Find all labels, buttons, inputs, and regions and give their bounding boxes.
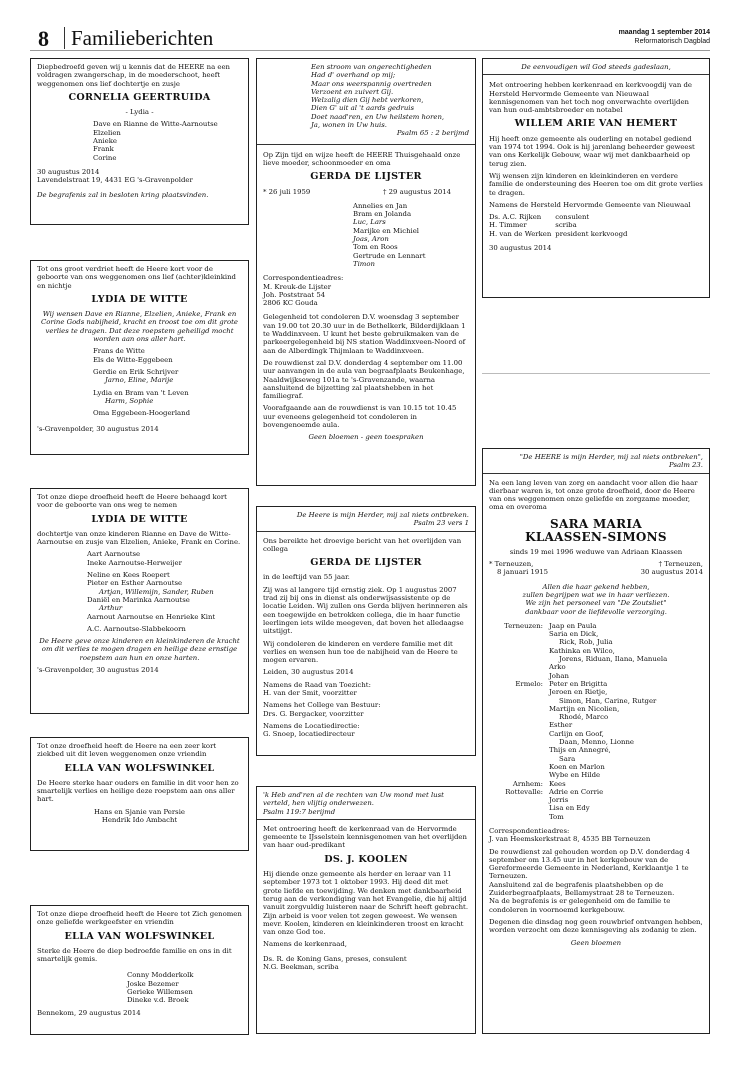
family-row <box>489 663 671 671</box>
page-header <box>30 28 710 51</box>
family-member: Kees <box>549 779 566 788</box>
notice-paragraph: Voorafgaande aan de rouwdienst is van 10.15 tot 10.45 uur eveneens gelegenheid tot condoleren in bovengenoemde aula. <box>263 404 457 429</box>
signer: G. Snoep, locatiedirecteur <box>263 730 355 739</box>
notice-lydia-de-witte-1 <box>30 260 249 455</box>
family-member: Peter en Brigitta <box>549 679 608 688</box>
signer: Ds. R. de Koning Gans, preses, consulent <box>263 954 407 963</box>
family-member: Aart Aarnoutse <box>87 550 141 559</box>
signer: H. Timmer <box>489 221 527 230</box>
family-member: Tom <box>549 812 564 821</box>
death-place: † Terneuzen, <box>658 560 703 569</box>
deceased-name: ELLA VAN WOLFSWINKEL <box>64 762 215 774</box>
family-row <box>489 796 671 804</box>
family-row <box>489 672 671 680</box>
family-row <box>489 647 671 655</box>
deceased-name: LYDIA DE WITTE <box>91 513 188 525</box>
notice-text: dochtertje van onze kinderen Rianne en Dave de Witte-Aarnoutse en zusje van Elzelien, Anieke, Frank en Corine. <box>37 529 241 547</box>
header-date-block <box>619 28 710 46</box>
family-place: Terneuzen: <box>504 621 543 630</box>
correspondence-label: Correspondentieadres: <box>263 274 344 283</box>
notice-note: Geen bloemen <box>570 938 622 947</box>
poem-line: Een stroom van ongerechtigheden <box>311 63 432 71</box>
family-children: Joas, Aron <box>353 235 389 244</box>
birth-date: * 26 juli 1959 <box>263 187 311 196</box>
notice-place-date: Leiden, 30 augustus 2014 <box>263 668 354 677</box>
family-member: Pieter en Esther Aarnoutse <box>87 579 183 588</box>
notice-address: Lavendelstraat 19, 4431 EG 's-Gravenpolder <box>37 176 193 185</box>
family-member: Frans de Witte <box>93 347 145 356</box>
signer-role: scriba <box>555 221 577 230</box>
family-place: Arnhem: <box>512 779 543 788</box>
family-row <box>489 746 671 754</box>
family-row <box>489 738 671 746</box>
deceased-name: CORNELIA GEERTRUIDA <box>68 91 211 103</box>
family-row <box>489 655 671 663</box>
quote-reference: Psalm 119:7 berijmd <box>263 807 336 816</box>
poem-line: Doet naad'ren, en Uw heilstem horen, <box>311 112 445 121</box>
family-member: Annelies en Jan <box>353 201 408 210</box>
poem-line: Maar ons weerspannig overtreden <box>311 79 432 88</box>
notice-ella-van-wolfswinkel-2 <box>30 905 249 1035</box>
family-place <box>489 721 549 729</box>
notice-paragraph: De rouwdienst zal D.V. donderdag 4 september om 11.00 uur aanvangen in de aula van begraafplaats Beukenhage, Naaldwijkseweg 101a te 's-Gravenzande, waarna aansluitend de bijzetting zal plaatshebben in het familiegraf. <box>263 358 465 401</box>
family-list <box>93 120 242 161</box>
family-member: Jeroen en Rietje, <box>549 688 608 697</box>
signer-table <box>489 213 631 238</box>
family-place <box>489 730 549 738</box>
notice-ella-van-wolfswinkel-1 <box>30 737 249 851</box>
family-place <box>489 713 549 721</box>
notice-text: Sterke de Heere de diep bedroefde familie en ons in dit smartelijk gemis. <box>37 946 232 964</box>
family-member: Rhodé, Marco <box>559 713 609 722</box>
notice-paragraph: De rouwdienst zal gehouden worden op D.V. donderdag 4 september om 13.45 uur in het kerkgebouw van de Gereformeerde Gemeente in Nederland, Kerklaantje 1 te Terneuzen. <box>489 847 691 881</box>
deceased-nickname: - Lydia - <box>125 108 154 117</box>
family-row <box>489 771 671 779</box>
family-place <box>489 697 549 705</box>
quote: De eenvoudigen wil God steeds gadeslaan, <box>521 63 671 71</box>
poem-reference: Psalm 65 : 2 berijmd <box>396 129 469 138</box>
family-place: Rottevalle: <box>505 787 543 796</box>
family-row <box>489 638 671 646</box>
correspondence-label: Correspondentieadres: <box>489 826 570 835</box>
notice-paragraph: Met ontroering hebben kerkenraad en kerkvoogdij van de Hersteld Hervormde Gemeente van Nieuwaal kennisgenomen van het toch nog onverwachte overlijden van hun oud-ambtsbroeder en notabel <box>489 81 692 115</box>
quote: De Heere is mijn Herder, mij zal niets ontbreken. <box>296 511 469 519</box>
family-row <box>489 622 671 630</box>
death-date: 30 augustus 2014 <box>640 568 703 577</box>
family-place <box>489 655 549 663</box>
family-row <box>489 713 671 721</box>
poem-line: Had d' overhand op mij; <box>311 71 396 80</box>
family-place <box>489 804 549 812</box>
notice-paragraph: Namens de Hersteld Hervormde Gemeente van Nieuwaal <box>489 200 691 209</box>
family-place <box>489 746 549 754</box>
notice-intro: Tot ons groot verdriet heeft de Heere kort voor de geboorte van ons weggenomen ons lief (achter)kleinkind en nichtje <box>37 265 236 290</box>
family-row <box>489 721 671 729</box>
notice-italic: Wij wensen Dave en Rianne, Elzelien, Anieke, Frank en Corine Gods nabijheid, kracht en troost toe om dit grote verlies te dragen. Dat deze roepstem geheiligd mocht worden aan ons aller hart. <box>41 310 238 344</box>
poem-line: Ja, wonen in Uw huis. <box>311 121 387 130</box>
family-row <box>489 697 671 705</box>
notice-intro: Met ontroering heeft de kerkenraad van de Hervormde gemeente te IJsselstein kennisgenomen van het overlijden van haar oud-predikant <box>263 824 467 850</box>
family-place <box>489 705 549 713</box>
notice-date: 30 augustus 2014 <box>489 244 552 253</box>
family-member: Koen en Marlon <box>549 762 605 771</box>
family-member: Tom en Roos <box>353 243 398 252</box>
family-member: Bram en Jolanda <box>353 210 412 219</box>
signer-list <box>127 971 242 1004</box>
family-member: Els de Witte-Eggebeen <box>93 355 173 364</box>
deceased-name: ELLA VAN WOLFSWINKEL <box>64 930 215 942</box>
family-row <box>489 705 671 713</box>
family-place <box>489 688 549 696</box>
family-list <box>87 550 242 633</box>
signer: Joske Bezemer <box>127 979 179 988</box>
signer: Dineke v.d. Broek <box>127 996 189 1005</box>
family-member: Rick, Rob, Julia <box>559 638 613 647</box>
quote-reference: Psalm 23 vers 1 <box>413 519 469 528</box>
poem <box>311 63 469 138</box>
poem-line: Verzoent en zuivert Gij. <box>311 87 394 96</box>
life-dates <box>489 560 703 577</box>
notice-paragraph: Hij heeft onze gemeente als ouderling en notabel gediend van 1974 tot 1994. Ook is hij jarenlang beheerder geweest van ons Kerkelijk Gebouw, waar wij met dankbaarheid op terug zien. <box>489 134 695 168</box>
family-member: Anieke <box>93 137 117 146</box>
family-place <box>489 638 549 646</box>
family-row <box>489 788 671 796</box>
family-member: Wybe en Hilde <box>549 771 601 780</box>
notice-paragraph: Degenen die dinsdag nog geen rouwbrief ontvangen hebben, worden verzocht om deze kennisgeving als zodanig te zien. <box>489 917 703 935</box>
birth-date: 8 januari 1915 <box>497 568 549 577</box>
family-member: Marijke en Michiel <box>353 226 419 235</box>
signer-role: consulent <box>555 213 590 222</box>
deceased-name: LYDIA DE WITTE <box>91 293 188 305</box>
family-member: Martijn en Nicolien, <box>549 704 620 713</box>
signer: N.G. Beekman, scriba <box>263 963 339 972</box>
family-member: Arko <box>549 663 566 672</box>
signer: Hans en Sjanie van Persie <box>93 807 185 816</box>
family-row <box>489 804 671 812</box>
family-place <box>489 672 549 680</box>
family-place <box>489 630 549 638</box>
notice-gerda-de-lijster-colleagues <box>256 506 476 756</box>
family-place <box>489 663 549 671</box>
family-member: Daan, Menno, Lionne <box>559 738 634 747</box>
family-member: Daniël en Marinka Aarnoutse <box>87 595 190 604</box>
quote-reference: Psalm 23. <box>669 461 703 470</box>
family-place <box>489 796 549 804</box>
family-member: Esther <box>549 721 573 730</box>
section-title: Familieberichten <box>64 27 213 49</box>
family-children: Luc, Lars <box>353 218 386 227</box>
death-date: † 29 augustus 2014 <box>383 187 451 196</box>
notice-intro: Ons bereikte het droevige bericht van het overlijden van collega <box>263 536 462 553</box>
family-member: Jorris <box>549 796 569 805</box>
family-children: Arthur <box>99 604 123 613</box>
notice-willem-arie-van-hemert <box>482 58 710 298</box>
family-member: Oma Eggebeen-Hoogerland <box>93 409 190 418</box>
signer: Gerieke Willemsen <box>127 988 193 997</box>
notice-paragraph: Zij was al langere tijd ernstig ziek. Op 1 augustus 2007 trad zij bij ons in dienst als onderwijsassistente op de locatie Leiden. Wij zullen ons Gerda blijven herinneren als een toegewijde en betrokken collega, die in haar functie leerlingen iets wilde meegeven, dat boven het alledaagse uitstijgt. <box>263 585 468 636</box>
notice-intro: Op Zijn tijd en wijze heeft de HEERE Thuisgehaald onze lieve moeder, schoonmoeder en oma <box>263 150 461 167</box>
signer-role: president kerkvoogd <box>555 229 628 238</box>
birth-place: * Terneuzen, <box>489 560 534 569</box>
poem-line: Dien G' uit al 't aards gedruis <box>311 104 414 113</box>
deceased-age: in de leeftijd van 55 jaar. <box>263 573 350 582</box>
family-children: Artjan, Willemijn, Sander, Ruben <box>99 587 214 596</box>
family-member: Saria en Dick, <box>549 630 599 639</box>
family-row <box>489 680 671 688</box>
family-member: Gerdie en Erik Schrijver <box>93 367 179 376</box>
notice-paragraph: Aansluitend zal de begrafenis plaatshebben op de Zuiderbegraafplaats, Bellamystraat 28 te Terneuzen. <box>489 880 675 898</box>
life-dates <box>263 188 469 196</box>
signer-role: Namens de Raad van Toezicht: <box>263 680 371 689</box>
family-member: Aarnout Aarnoutse en Henrieke Kint <box>87 612 216 621</box>
column-divider <box>482 373 710 374</box>
notice-footer: 's-Gravenpolder, 30 augustus 2014 <box>37 666 159 675</box>
quote: 'k Heb and'ren al de rechten van Uw mond met lust verteld, hen vlijtig onderwezen. <box>263 791 444 808</box>
notice-note: De begrafenis zal in besloten kring plaatsvinden. <box>37 190 209 199</box>
notice-cornelia-geertruida <box>30 58 249 225</box>
family-row <box>489 763 671 771</box>
family-member: Thijs en Annegré, <box>549 746 611 755</box>
deceased-name: GERDA DE LIJSTER <box>310 557 422 569</box>
family-list <box>93 347 242 417</box>
signer: Drs. G. Bergacker, voorzitter <box>263 709 364 718</box>
family-member: Johan <box>549 671 569 680</box>
notice-paragraph: Gelegenheid tot condoleren D.V. woensdag 3 september van 19.00 tot 20.30 uur in de Bethelkerk, Bilderdijklaan 1 te Waddinxveen. U kunt het beste gebruikmaken van de parkeergelegenheid bij NS station Waddinxveen-Noord of aan de Alberdingk Thijmlaan te Waddinxveen. <box>263 313 466 355</box>
family-place <box>489 771 549 779</box>
family-member: Adrie en Corrie <box>549 787 604 796</box>
notice-lydia-de-witte-2 <box>30 488 249 714</box>
correspondence-line: 2806 KC Gouda <box>263 299 318 308</box>
notice-note: Geen bloemen - geen toespraken <box>308 433 424 442</box>
family-member: Lydia en Bram van 't Leven <box>93 388 189 397</box>
notice-paragraph: Hij diende onze gemeente als herder en leraar van 11 september 1973 tot 1 oktober 1993. Hij deed dit met grote liefde en toewijding. We denken met dankbaarheid terug aan de verkondiging van het Evangelie, die hij altijd vanuit zorgvuldig luisteren naar de Schrift heeft gebracht. Zijn arbeid is voor velen tot zegen geweest. We wensen mevr. Koolen, kinderen en kleinkinderen troost en kracht van onze God toe. <box>263 870 469 937</box>
signer: Hendrik Ido Ambacht <box>101 816 178 825</box>
notice-sara-maria-klaassen-simons <box>482 448 710 1034</box>
family-row <box>489 813 671 821</box>
family-member: Carlijn en Goof, <box>549 729 604 738</box>
italic-line: zullen begrijpen wat we in haar verliezen. <box>522 590 670 599</box>
deceased-name-last: KLAASSEN-SIMONS <box>525 529 667 544</box>
family-place <box>489 647 549 655</box>
issue-date: maandag 1 september 2014 <box>618 29 710 36</box>
notice-intro: Tot onze diepe droefheid heeft de Heere behaagd kort voor de geboorte van ons weg te nemen <box>37 493 227 510</box>
family-children: Harm, Sophie <box>105 396 154 405</box>
notice-intro: Na een lang leven van zorg en aandacht voor allen die haar dierbaar waren is, tot onze grote droefheid, door de Heere van ons weggenomen onze geliefde en zorgzame moeder, oma en overoma <box>489 478 698 512</box>
notice-intro: Diepbedroefd geven wij u kennis dat de HEERE na een voldragen zwangerschap, in de moederschoot, heeft weggenomen ons lief dochtertje en zusje <box>37 63 230 88</box>
family-place: Ermelo: <box>515 679 543 688</box>
italic-line: Allen die haar gekend hebben, <box>542 582 650 591</box>
notice-italic <box>489 583 703 616</box>
notice-date: 30 augustus 2014 <box>37 167 100 176</box>
newspaper-name: Reformatorisch Dagblad <box>634 38 710 45</box>
family-member: Neline en Kees Roepert <box>87 571 170 580</box>
notice-ds-j-koolen <box>256 786 476 1034</box>
family-member: Simon, Han, Carine, Rutger <box>559 696 657 705</box>
deceased-name: GERDA DE LIJSTER <box>310 171 422 183</box>
correspondence-address: J. van Heemskerkstraat 8, 4535 BB Terneuzen <box>489 835 651 844</box>
family-row <box>489 630 671 638</box>
family-member: Corine <box>93 153 117 162</box>
widow-of: sinds 19 mei 1996 weduwe van Adriaan Klaassen <box>509 547 683 556</box>
signer-role: Namens de kerkenraad, <box>263 940 347 949</box>
signer: Ds. A.C. Rijken <box>489 213 542 222</box>
family-member: Elzelien <box>93 128 121 137</box>
family-row <box>489 688 671 696</box>
family-member: Ineke Aarnoutse-Herweijer <box>87 558 182 567</box>
notice-footer: Bennekom, 29 augustus 2014 <box>37 1008 141 1017</box>
correspondence-line: Joh. Poststraat 54 <box>263 290 326 299</box>
family-children: Jarno, Eline, Marije <box>105 376 174 385</box>
family-member: Jaap en Paula <box>549 621 597 630</box>
signer-role: Namens de Locatiedirectie: <box>263 721 360 730</box>
family-member: Sara <box>559 754 576 763</box>
family-member: Lisa en Edy <box>549 804 590 813</box>
correspondence-line: M. Kreuk-de Lijster <box>263 282 332 291</box>
signer-role: Namens het College van Bestuur: <box>263 701 381 710</box>
notice-italic: De Heere geve onze kinderen en kleinkinderen de kracht om dit verlies te mogen dragen en heilige deze ernstige roepstem aan hun en onze harten. <box>39 637 240 662</box>
deceased-name: DS. J. KOOLEN <box>324 853 408 865</box>
family-place <box>489 755 549 763</box>
family-member: A.C. Aarnoutse-Slabbekoorn <box>87 624 186 633</box>
italic-line: We zijn het personeel van "De Zoutsliet" <box>525 599 667 608</box>
family-row <box>489 730 671 738</box>
poem-line: Welzalig dien Gij hebt verkoren, <box>311 96 424 105</box>
family-row <box>489 780 671 788</box>
notice-footer: 's-Gravenpolder, 30 augustus 2014 <box>37 425 159 434</box>
notice-gerda-de-lijster-family <box>256 58 476 486</box>
italic-line: dankbaar voor de liefdevolle verzorging. <box>525 607 667 616</box>
family-children: Timon <box>353 259 375 268</box>
family-place <box>489 813 549 821</box>
page-number: 8 <box>38 26 49 51</box>
signer: Conny Modderkolk <box>127 971 194 980</box>
family-place <box>489 763 549 771</box>
notice-paragraph: Wij condoleren de kinderen en verdere familie met dit verlies en wensen hun toe de nabijheid van de Heere te mogen ervaren. <box>263 639 458 665</box>
family-member: Kathinka en Wilco, <box>549 646 615 655</box>
family-row <box>489 755 671 763</box>
family-table <box>489 622 671 821</box>
notice-paragraph: Na de begrafenis is er gelegenheid om de familie te condoleren in voornoemd kerkgebouw. <box>489 897 671 914</box>
deceased-name: WILLEM ARIE VAN HEMERT <box>514 118 678 130</box>
notice-intro: Tot onze diepe droefheid heeft de Heere tot Zich genomen onze geliefde werkgeefster en vriendin <box>37 910 242 927</box>
family-member: Gertrude en Lennart <box>353 251 426 260</box>
notice-paragraph: Wij wensen zijn kinderen en kleinkinderen en verdere familie de ondersteuning des Heeren toe om dit grote verlies te dragen. <box>489 171 703 197</box>
family-member: Jorens, Riduan, Ilana, Manuela <box>559 655 668 664</box>
family-place <box>489 738 549 746</box>
notice-intro: Tot onze droefheid heeft de Heere na een zeer kort ziekbed uit dit leven weggenomen onze vriendin <box>37 742 217 759</box>
family-member: Frank <box>93 145 114 154</box>
family-list <box>353 202 469 268</box>
signer: H. van de Werken <box>489 229 552 238</box>
family-member: Dave en Rianne de Witte-Aarnoutse <box>93 120 218 129</box>
signer: H. van der Smit, voorzitter <box>263 689 357 698</box>
deceased-name-first: SARA MARIA <box>550 516 642 531</box>
notice-text: De Heere sterke haar ouders en familie in dit voor hen zo smartelijk verlies en heilige deze roepstem aan ons aller hart. <box>37 778 239 804</box>
quote: "De HEERE is mijn Herder, mij zal niets ontbreken", <box>519 453 703 461</box>
